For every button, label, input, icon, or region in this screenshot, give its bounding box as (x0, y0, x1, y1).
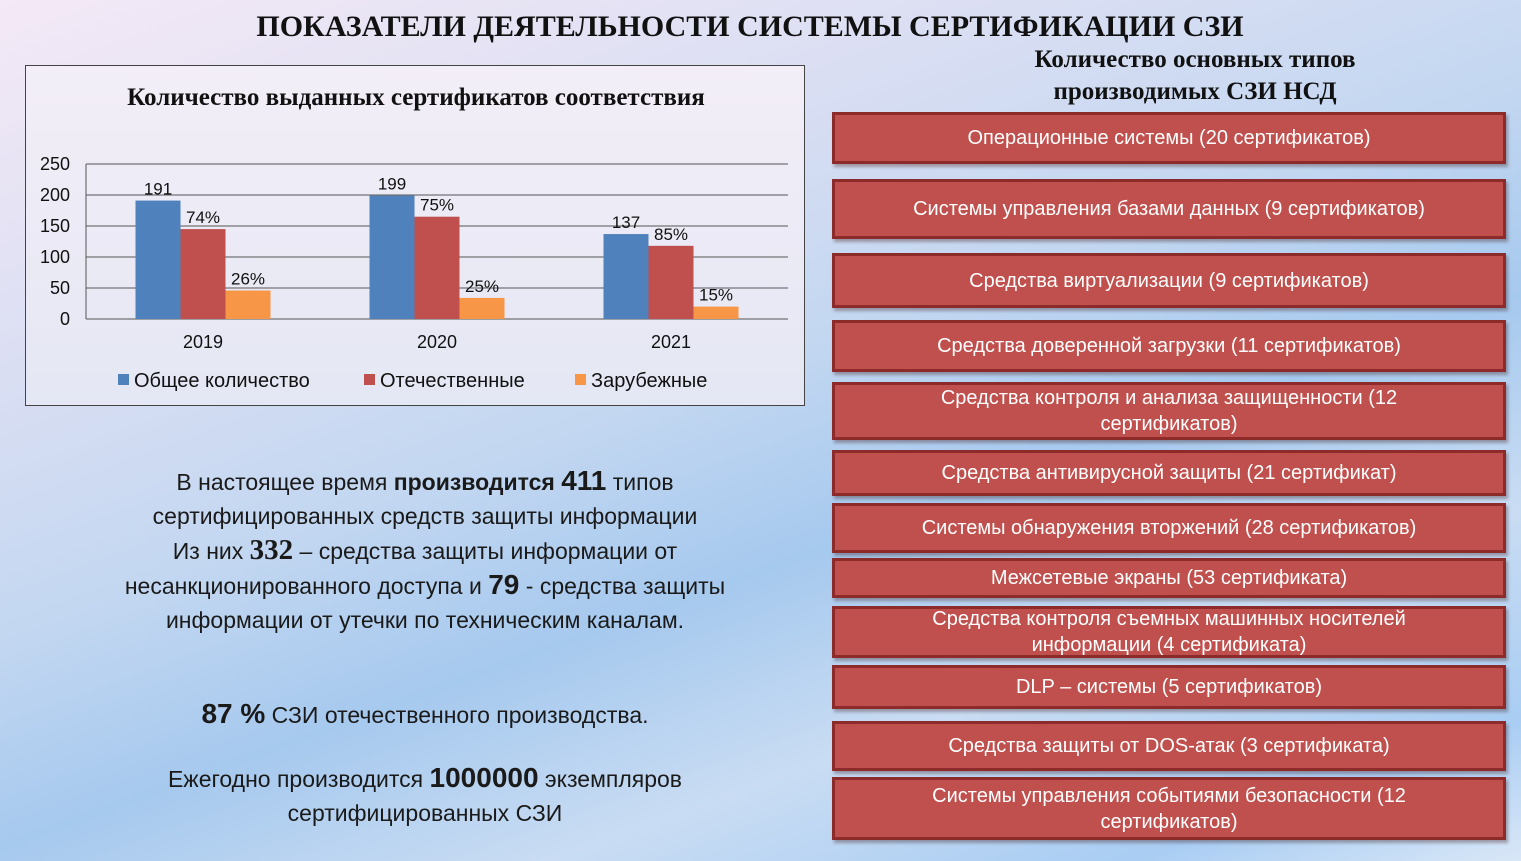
bar (460, 298, 505, 319)
y-tick-label: 0 (59, 309, 70, 329)
data-label: 25% (464, 276, 500, 296)
bar-chart (26, 66, 806, 407)
legend-label: Зарубежные (591, 370, 708, 392)
category-box: Системы управления событиями безопасности (12 сертификатов) (832, 777, 1506, 840)
bar (649, 246, 694, 319)
right-panel-title: Количество основных типов производимых СЗИ НСД (1034, 46, 1356, 105)
summary-count-411: 411 (561, 465, 607, 496)
summary-paragraph-3 (100, 761, 750, 830)
category-box: Средства защиты от DOS-атак (3 сертификата) (832, 721, 1506, 771)
legend-label: Общее количество (134, 370, 310, 392)
summary-count-79: 79 (488, 569, 520, 600)
chart-panel (25, 65, 805, 406)
legend-swatch (118, 374, 129, 385)
y-tick-label: 50 (49, 278, 70, 298)
category-box: Системы управления базами данных (9 сертификатов) (832, 179, 1506, 239)
summary-text: типов сертифицированных средств защиты информации (152, 469, 698, 529)
x-tick-label: 2021 (650, 332, 692, 352)
category-box: Средства доверенной загрузки (11 сертификатов) (832, 320, 1506, 372)
summary-text: Ежегодно производится (167, 766, 430, 792)
bar (604, 234, 649, 319)
data-label: 26% (230, 269, 266, 289)
bar (136, 201, 181, 319)
y-tick-label: 150 (39, 216, 70, 236)
category-box: Системы обнаружения вторжений (28 сертификатов) (832, 503, 1506, 553)
data-label: 74% (185, 208, 221, 228)
summary-text: экземпляров сертифицированных СЗИ (287, 766, 683, 826)
category-box: Средства контроля съемных машинных носителей информации (4 сертификата) (832, 606, 1506, 658)
data-label: 199 (377, 174, 407, 194)
summary-text: - средства защиты информации от утечки по техническим каналам. (165, 573, 726, 633)
data-label: 75% (419, 195, 455, 215)
chart-title: Количество выданных сертификатов соответствия (127, 84, 705, 111)
summary-text: Из них (172, 538, 250, 564)
category-box: Средства виртуализации (9 сертификатов) (832, 253, 1506, 308)
legend-label: Отечественные (380, 370, 525, 392)
bar (181, 229, 226, 319)
category-box: DLP – системы (5 сертификатов) (832, 665, 1506, 709)
bar (694, 307, 739, 319)
data-label: 137 (611, 213, 641, 233)
category-box: Операционные системы (20 сертификатов) (832, 112, 1506, 164)
category-box: Межсетевые экраны (53 сертификата) (832, 558, 1506, 598)
summary-text: СЗИ отечественного производства. (265, 702, 649, 728)
summary-bold: производится (393, 469, 555, 495)
y-tick-label: 200 (39, 185, 70, 205)
summary-text: – средства защиты информации от несанкционированного доступа и (124, 538, 678, 599)
legend-swatch (575, 374, 586, 385)
summary-paragraph-2 (100, 697, 750, 732)
category-box: Средства антивирусной защиты (21 сертификат) (832, 450, 1506, 496)
bar (415, 217, 460, 319)
y-tick-label: 100 (39, 247, 70, 267)
data-label: 85% (653, 224, 689, 244)
category-box: Средства контроля и анализа защищенности (12 сертификатов) (832, 382, 1506, 440)
y-tick-label: 250 (39, 154, 70, 174)
summary-percent-87: 87 % (201, 698, 266, 729)
legend-swatch (364, 374, 375, 385)
page-title: ПОКАЗАТЕЛИ ДЕЯТЕЛЬНОСТИ СИСТЕМЫ СЕРТИФИКАЦИИ СЗИ (256, 10, 1244, 43)
data-label: 15% (698, 285, 734, 305)
bar (226, 290, 271, 319)
summary-count-332: 332 (249, 534, 294, 566)
summary-text: В настоящее время (176, 469, 394, 495)
x-tick-label: 2019 (182, 332, 224, 352)
summary-count-1000000: 1000000 (429, 762, 539, 793)
data-label: 191 (143, 179, 173, 199)
summary-paragraph-1 (100, 464, 750, 637)
bar (370, 196, 415, 319)
x-tick-label: 2020 (416, 332, 458, 352)
